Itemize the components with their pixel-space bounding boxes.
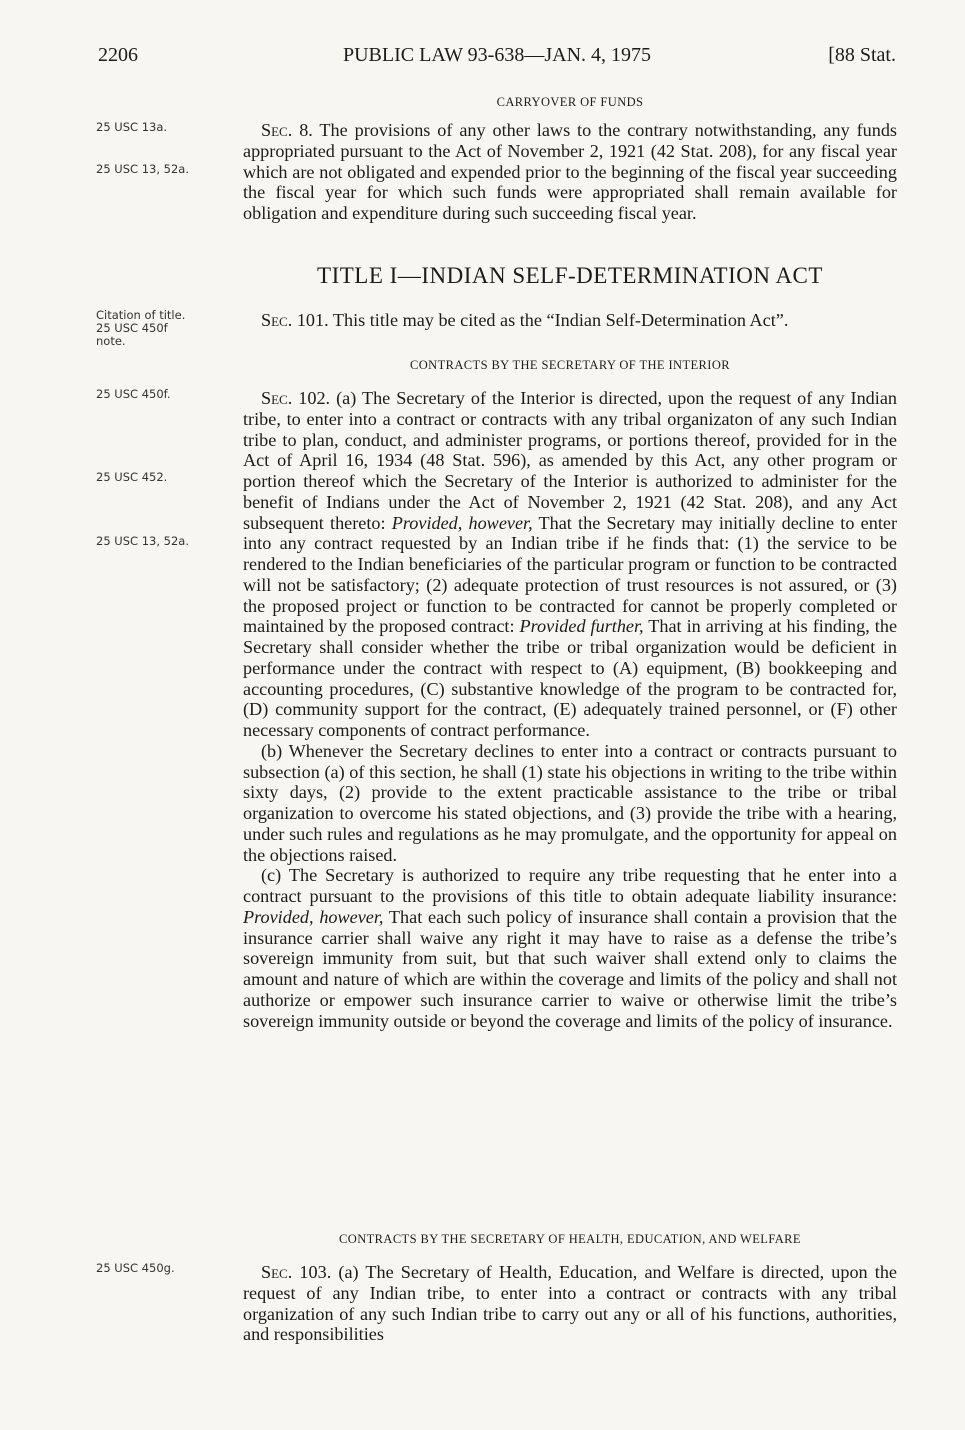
proviso: Provided further, [519, 616, 644, 637]
sec-label: Sec. [261, 388, 293, 408]
margin-note-line: 25 USC 450f [96, 321, 168, 335]
margin-note-line: note. [96, 334, 126, 348]
page-header [98, 44, 896, 74]
margin-note: 25 USC 13, 52a. [96, 162, 189, 176]
margin-note: 25 USC 452. [96, 470, 168, 484]
section-8-body: 8. The provisions of any other laws to the contrary notwithstanding, any funds appropriated pursuant to the Act of November 2, 1921 (42 Stat. 208), for any fiscal year which are not obligated and expended prior to the beginning of the fiscal year succeeding the fiscal year for which such funds were appropriated shall remain available for obligation and expenditure during such succeeding fiscal year. [243, 120, 897, 223]
section-103-text [243, 1262, 897, 1345]
section-103 [243, 1262, 897, 1345]
section-102-c-text: (c) The Secretary is authorized to require any tribe requesting that he enter into a contract pursuant to the provisions of this title to obtain adequate liability insurance: [243, 865, 897, 906]
section-heading-interior: CONTRACTS BY THE SECRETARY OF THE INTERIOR [410, 358, 730, 372]
proviso: Provided, however, [243, 906, 384, 927]
section-101-body: 101. This title may be cited as the “Indian Self-Determination Act”. [292, 310, 789, 330]
margin-note-citation [96, 309, 236, 348]
section-102-a-text: 102. (a) The Secretary of the Interior is directed, upon the request of any Indian tribe, to enter into a contract or contracts with any tribal organizaton of any such Indian tribe to plan, conduct, and administer programs, or portions thereof, provided for in the Act of April 16, 1934 (48 Stat. 596), as amended by this Act, any other program or portion thereof which the Secretary of the Interior is authorized to administer for the benefit of Indians under the Act of November 2, 1921 (42 Stat. 208), and any Act subsequent thereto: [243, 388, 897, 533]
margin-note: 25 USC 450g. [96, 1261, 175, 1275]
section-102-c [243, 865, 897, 1031]
section-heading-carryover: CARRYOVER OF FUNDS [496, 95, 644, 109]
section-8-text [243, 120, 897, 224]
sec-label: Sec. [261, 310, 293, 330]
margin-note: 25 USC 13a. [96, 120, 168, 134]
section-102-b: (b) Whenever the Secretary declines to enter into a contract or contracts pursuant to subsection (a) of this section, he shall (1) state his objections in writing to the tribe within sixty days, (2) provide to the extent practicable assistance to the tribe or tribal organization to overcome his stated objections, and (3) provide the tribe with a hearing, under such rules and regulations as he may promulgate, and the opportunity for appeal on the objections raised. [243, 740, 897, 865]
title-i-heading: TITLE I—INDIAN SELF-DETERMINATION ACT [317, 263, 823, 288]
margin-note: 25 USC 13, 52a. [96, 534, 189, 548]
running-title: PUBLIC LAW 93-638—JAN. 4, 1975 [342, 44, 652, 66]
section-102-c-text: That each such policy of insurance shall contain a provision that the insurance carrier shall waive any right it may have to raise as a defense the tribe’s sovereign immunity from suit, but that such waiver shall extend only to claims the amount and nature of which are within the coverage and limits of the policy and shall not authorize or empower such insurance carrier to waive or otherwise limit the tribe’s sovereign immunity outside or beyond the coverage and limits of the policy of insurance. [243, 906, 897, 1031]
section-heading-hew: CONTRACTS BY THE SECRETARY OF HEALTH, EDUCATION, AND WELFARE [339, 1232, 801, 1246]
section-101-text [243, 310, 897, 331]
margin-note: 25 USC 450f. [96, 387, 171, 401]
sec-label: Sec. [261, 1262, 293, 1282]
section-102-a-text: That in arriving at his finding, the Secretary shall consider whether the tribe or tribal organization would be deficient in performance under the contract with respect to (A) equipment, (B) bookkeeping and accounting procedures, (C) substantive knowledge of the program to be contracted for, (D) community support for the contract, (E) adequately trained personnel, or (F) other necessary components of contract performance. [243, 616, 898, 740]
statute-volume: [88 Stat. [828, 44, 896, 66]
sec-label: Sec. [261, 120, 293, 140]
section-101 [243, 310, 897, 331]
page-number: 2206 [98, 44, 138, 66]
section-102-a [243, 388, 897, 741]
section-102-a-text: That the Secretary may initially decline to enter into any contract requested by an Indian tribe if he finds that: (1) the service to be rendered to the Indian beneficiaries of the particular program or function to be contracted will not be satisfactory; (2) adequate protection of trust resources is not assured, or (3) the proposed project or function to be contracted for cannot be properly completed or maintained by the proposed contract: [243, 512, 897, 637]
section-102 [243, 388, 897, 1031]
margin-note-line: Citation of title. [96, 308, 186, 322]
section-8 [243, 120, 897, 224]
section-103-body: 103. (a) The Secretary of Health, Education, and Welfare is directed, upon the request of any Indian tribe, to enter into a contract or contracts with any tribal organization of any such Indian tribe to carry out any or all of his functions, authorities, and responsibilities [243, 1262, 897, 1345]
proviso: Provided, however, [391, 512, 533, 533]
